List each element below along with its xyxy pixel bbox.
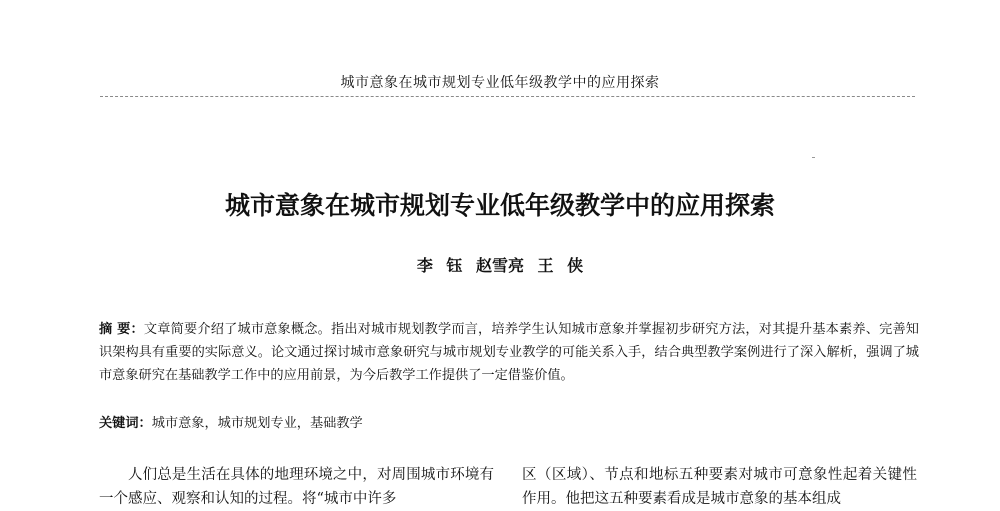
keywords: [99, 414, 919, 434]
keywords-label: 关键词：: [99, 416, 152, 431]
scan-speck: [812, 157, 815, 158]
running-header: 城市意象在城市规划专业低年级教学中的应用探索: [340, 75, 660, 91]
article-title: 城市意象在城市规划专业低年级教学中的应用探索: [224, 191, 775, 220]
abstract-text: 文章简要介绍了城市意象概念。指出对城市规划教学而言，培养学生认知城市意象并掌握初步研究方法，对其提升基本素养、完善知识架构具有重要的实际意义。论文通过探讨城市意象研究与城市规划专业教学的可能关系入手，结合典型教学案例进行了深入解析，强调了城市意象研究在基础教学工作中的应用前景，为今后教学工作提供了一定借鉴价值。: [99, 322, 919, 383]
body-column-right: 区（区域）、节点和地标五种要素对城市可意象性起着关键性作用。他把这五种要素看成是城市意象的基本组成: [522, 467, 917, 507]
article-authors: 李 钰 赵雪亮 王 侠: [416, 256, 584, 275]
body-column-left: 人们总是生活在具体的地理环境之中，对周围城市环境有一个感应、观察和认知的过程。将“城市中许多: [99, 467, 494, 507]
abstract-label: 摘 要：: [99, 322, 144, 337]
abstract: [99, 318, 919, 387]
keywords-text: 城市意象，城市规划专业，基础教学: [151, 416, 363, 431]
header-divider: [100, 96, 915, 97]
